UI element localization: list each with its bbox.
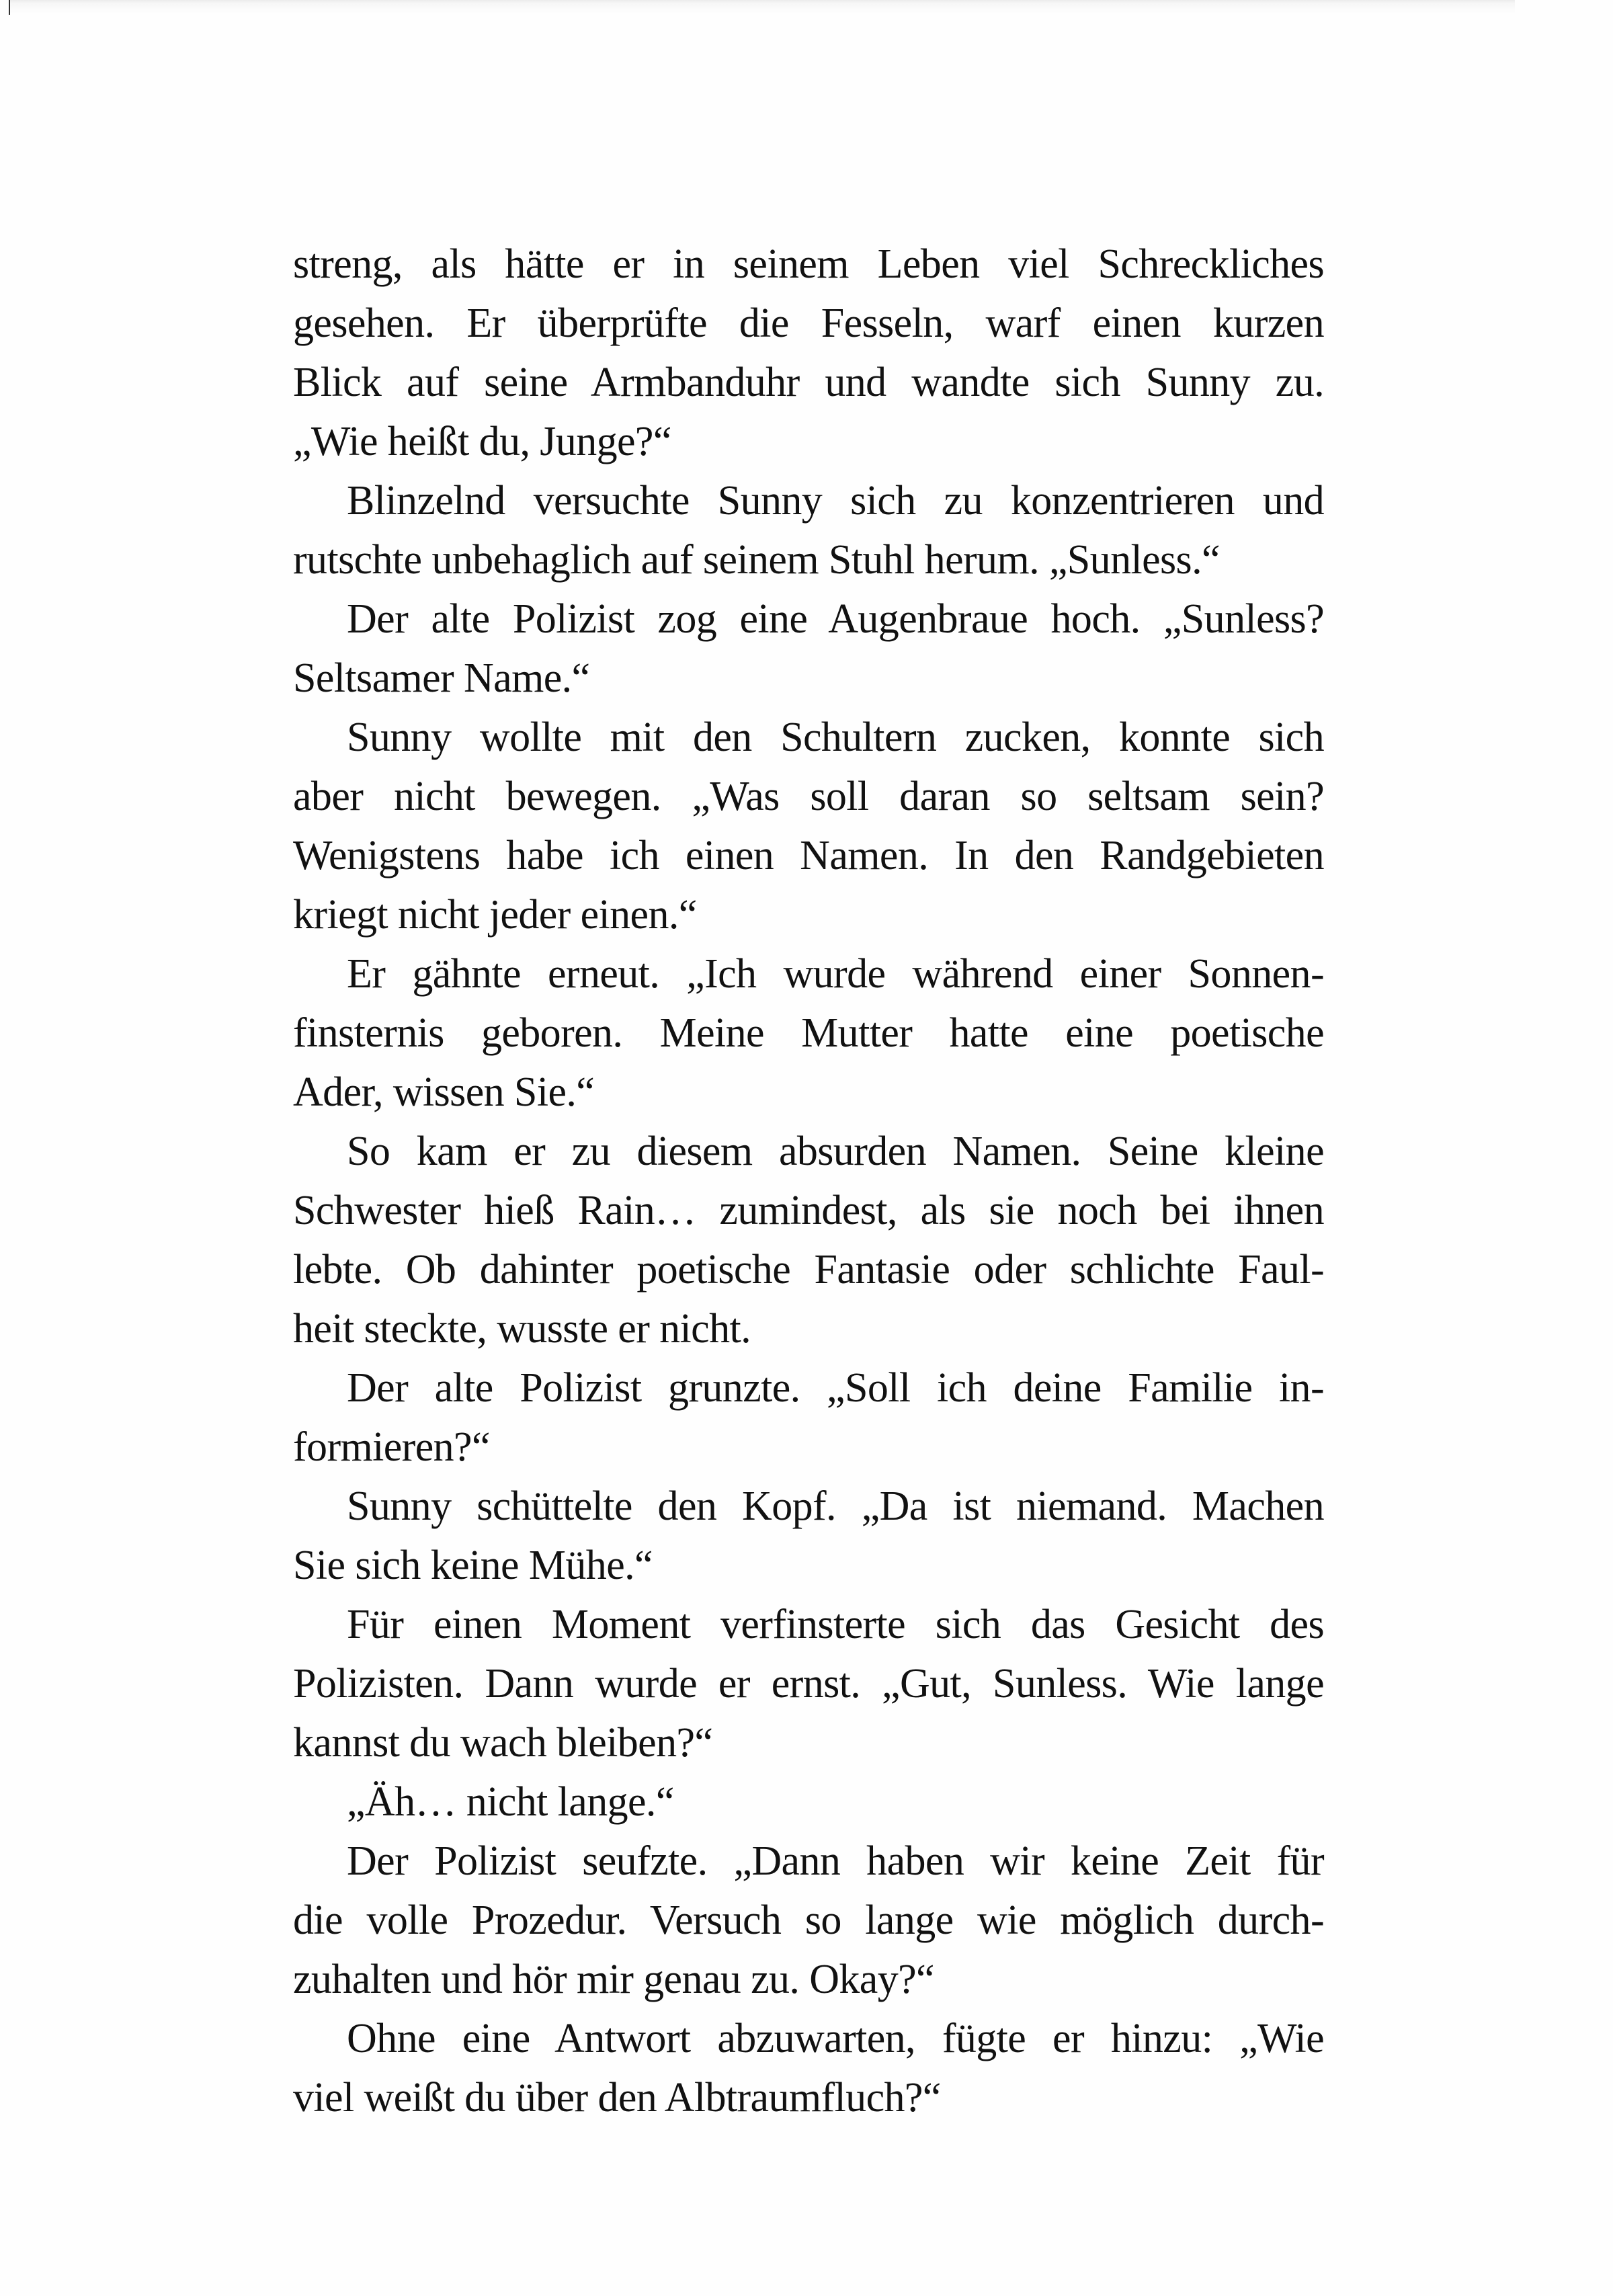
text-line: rutschte unbehaglich auf seinem Stuhl herum. „Sunless.“ [293,537,1220,583]
page-top-edge [9,0,1515,15]
text-line: So kam er zu diesem absurden Namen. Seine kleine [347,1129,1324,1174]
text-line: Ader, wissen Sie.“ [293,1069,595,1115]
text-line: Sunny schüttelte den Kopf. „Da ist niemand. Machen [347,1483,1324,1529]
text-line: Polizisten. Dann wurde er ernst. „Gut, Sunless. Wie lange [293,1661,1324,1707]
text-line: zuhalten und hör mir genau zu. Okay?“ [293,1957,934,2002]
text-line: Ohne eine Antwort abzuwarten, fügte er hinzu: „Wie [347,2016,1324,2061]
text-line: Der Polizist seufzte. „Dann haben wir keine Zeit für [347,1838,1324,1884]
text-line: Schwester hieß Rain… zumindest, als sie noch bei ihnen [293,1188,1324,1233]
text-line: die volle Prozedur. Versuch so lange wie möglich durch- [293,1897,1324,1943]
text-line: Wenigstens habe ich einen Namen. In den Randgebieten [293,833,1324,878]
text-line: viel weißt du über den Albtraumfluch?“ [293,2075,941,2121]
text-line: „Äh… nicht lange.“ [347,1779,674,1825]
text-line: lebte. Ob dahinter poetische Fantasie oder schlichte Faul- [293,1247,1324,1293]
text-line: aber nicht bewegen. „Was soll daran so seltsam sein? [293,774,1324,819]
text-line: Blinzelnd versuchte Sunny sich zu konzentrieren und [347,478,1324,524]
text-line: Sie sich keine Mühe.“ [293,1543,653,1588]
text-line: Sunny wollte mit den Schultern zucken, konnte sich [347,714,1324,760]
text-line: Für einen Moment verfinsterte sich das Gesicht des [347,1602,1324,1647]
text-line: kannst du wach bleiben?“ [293,1720,713,1766]
text-line: Der alte Polizist grunzte. „Soll ich deine Familie in- [347,1365,1324,1411]
text-line: Blick auf seine Armbanduhr und wandte sich Sunny zu. [293,360,1324,405]
text-line: formieren?“ [293,1424,490,1470]
text-line: „Wie heißt du, Junge?“ [293,419,671,464]
text-line: finsternis geboren. Meine Mutter hatte eine poetische [293,1010,1324,1056]
text-line: streng, als hätte er in seinem Leben viel Schreckliches [293,241,1324,287]
page-corner-mark [9,0,10,15]
text-line: Seltsamer Name.“ [293,655,590,701]
text-line: Der alte Polizist zog eine Augenbraue hoch. „Sunless? [347,596,1324,642]
text-line: gesehen. Er überprüfte die Fesseln, warf einen kurzen [293,300,1324,346]
text-line: heit steckte, wusste er nicht. [293,1306,751,1352]
text-line: kriegt nicht jeder einen.“ [293,892,697,938]
text-line: Er gähnte erneut. „Ich wurde während einer Sonnen- [347,951,1324,997]
